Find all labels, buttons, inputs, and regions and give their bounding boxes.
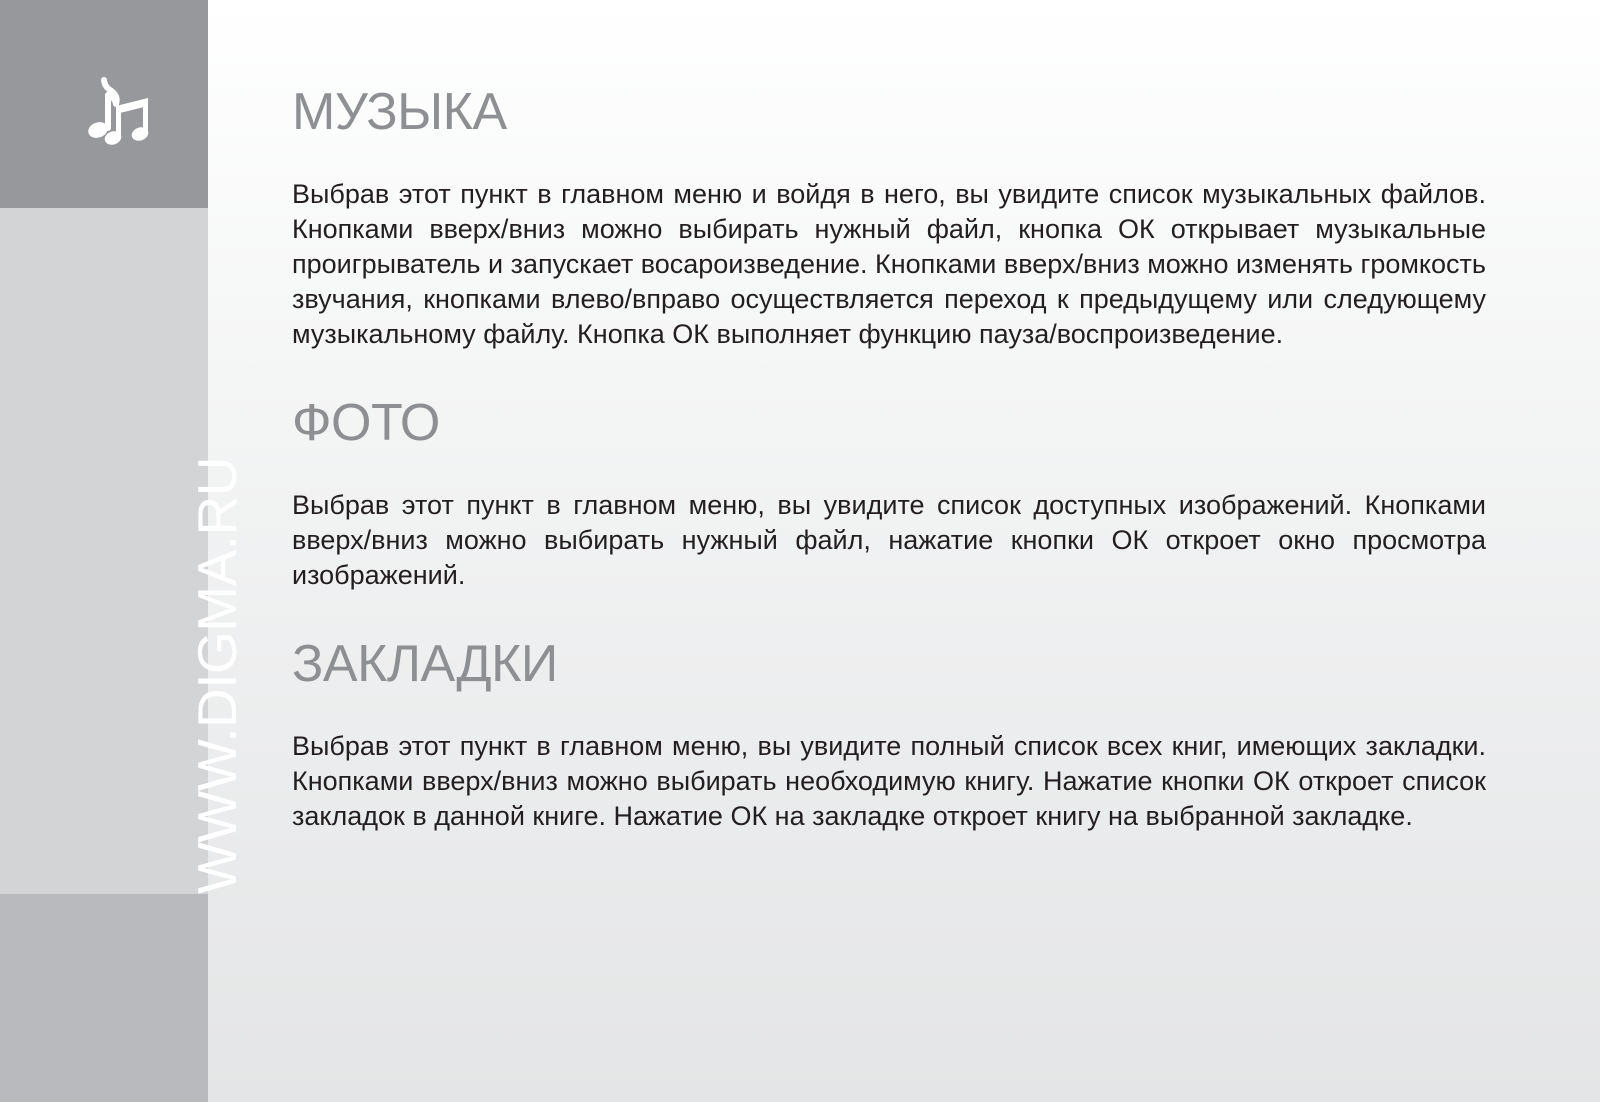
section-title-bookmarks: ЗАКЛАДКИ: [292, 635, 558, 693]
music-note-icon: [86, 76, 152, 148]
section-photo: [292, 394, 1486, 593]
sidebar-bottom-block: [0, 894, 208, 1102]
section-bookmarks: [292, 635, 1486, 834]
sidebar-top-block: [0, 0, 208, 208]
section-title-music: МУЗЫКА: [292, 83, 507, 141]
content-area: [292, 83, 1486, 834]
website-url: WWW.DIGMA.RU: [186, 457, 248, 894]
section-body-photo: Выбрав этот пункт в главном меню, вы увидите список доступных изображений. Кнопками вверх/вниз можно выбирать нужный файл, нажатие кнопки ОК откроет окно просмотра изображений.: [292, 490, 1486, 590]
section-body-bookmarks: Выбрав этот пункт в главном меню, вы увидите полный список всех книг, имеющих закладки. Кнопками вверх/вниз можно выбирать необходимую книгу. Нажатие кнопки ОК откроет список закладок в данной книге. Нажатие ОК на закладке откроет книгу на выбранной закладке.: [292, 731, 1486, 831]
section-music: [292, 83, 1486, 352]
sidebar: [0, 0, 248, 1102]
section-body-music: Выбрав этот пункт в главном меню и войдя в него, вы увидите список музыкальных файлов. Кнопками вверх/вниз можно выбирать нужный файл, кнопка ОК открывает музыкальные проигрыватель и запускает восароизведение. Кнопками вверх/вниз можно изменять громкость звучания, кнопками влево/вправо осуществляется переход к предыдущему или следующему музыкальному файлу. Кнопка ОК выполняет функцию пауза/воспроизведение.: [292, 179, 1486, 349]
section-title-photo: ФОТО: [292, 394, 440, 452]
